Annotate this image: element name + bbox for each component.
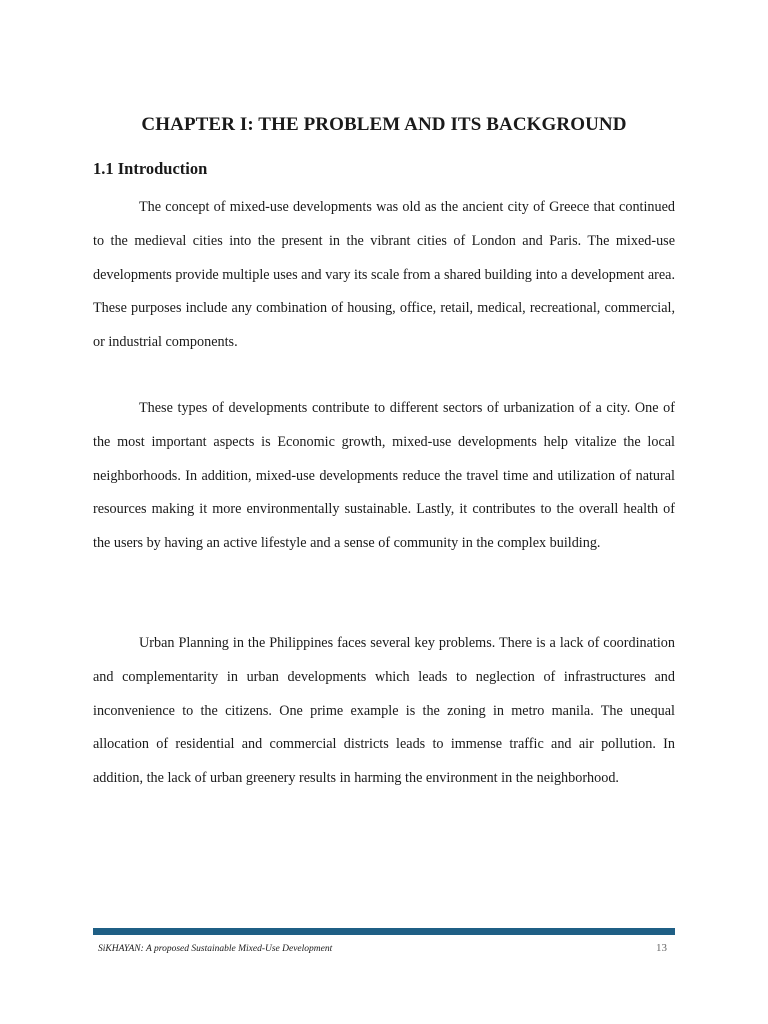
- section-heading: 1.1 Introduction: [93, 159, 208, 178]
- paragraph-1: The concept of mixed-use developments was old as the ancient city of Greece that continued to the medieval cities into the present in the vibrant cities of London and Paris. The mixed-use developments provide multiple uses and vary its scale from a shared building into a development area. These purposes include any combination of housing, office, retail, medical, recreational, commercial, or industrial components.: [93, 199, 675, 351]
- chapter-title: CHAPTER I: THE PROBLEM AND ITS BACKGROUND: [141, 114, 627, 135]
- footer-running-title: SiKHAYAN: A proposed Sustainable Mixed-Use Development: [98, 944, 333, 954]
- paragraph-3: Urban Planning in the Philippines faces several key problems. There is a lack of coordination and complementarity in urban developments which leads to neglection of infrastructures and inconvenience to the citizens. One prime example is the zoning in metro manila. The unequal allocation of residential and commercial districts leads to immense traffic and air pollution. In addition, the lack of urban greenery results in harming the environment in the neighborhood.: [93, 635, 675, 787]
- footer-rule: [93, 928, 675, 935]
- paragraph-2: These types of developments contribute to different sectors of urbanization of a city. One of the most important aspects is Economic growth, mixed-use developments help vitalize the local neighborhoods. In addition, mixed-use developments reduce the travel time and utilization of natural resources making it more environmentally sustainable. Lastly, it contributes to the overall health of the users by having an active lifestyle and a sense of community in the complex building.: [93, 400, 675, 552]
- page-number: 13: [656, 942, 667, 954]
